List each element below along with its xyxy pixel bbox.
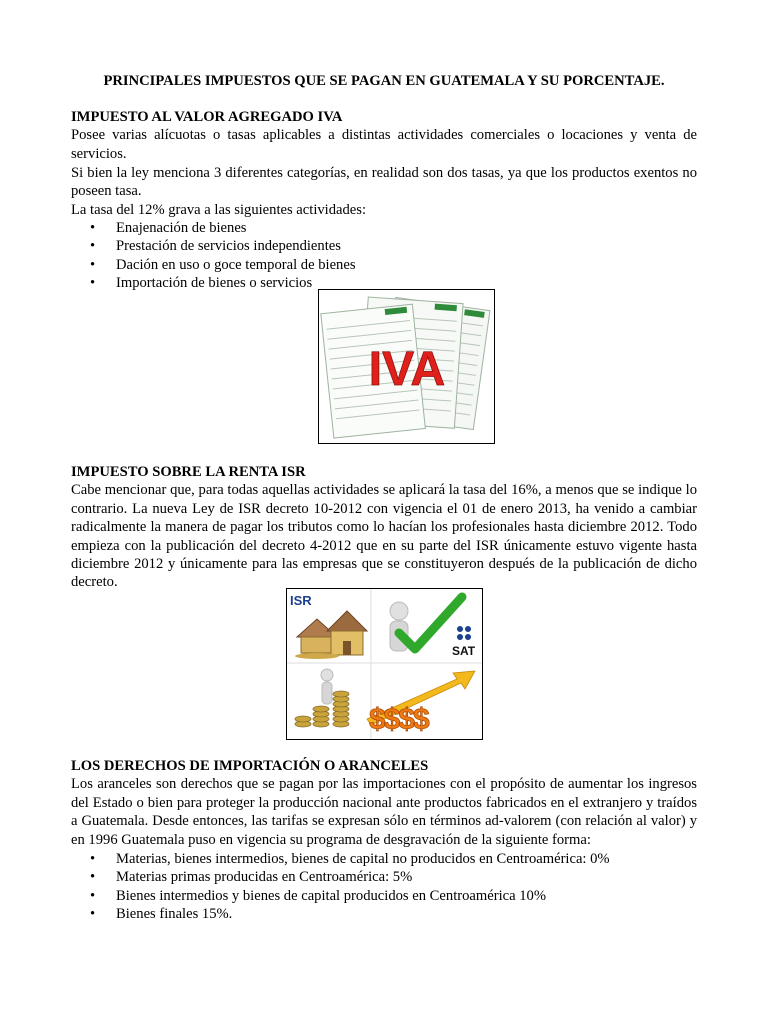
aranceles-heading: LOS DERECHOS DE IMPORTACIÓN O ARANCELES — [71, 758, 429, 774]
list-item: • Materias primas producidas en Centroamérica: 5% — [71, 868, 697, 886]
list-item: • Prestación de servicios independientes — [71, 237, 697, 255]
document-title: PRINCIPALES IMPUESTOS QUE SE PAGAN EN GUATEMALA Y SU PORCENTAJE. — [103, 73, 665, 89]
list-item: • Importación de bienes o servicios — [71, 274, 697, 292]
iva-section — [71, 108, 697, 293]
list-item: • Materias, bienes intermedios, bienes de capital no producidos en Centroamérica: 0% — [71, 850, 697, 868]
iva-image-text: IVA — [368, 343, 446, 396]
isr-collage-image — [286, 588, 483, 740]
list-item: • Bienes intermedios y bienes de capital producidos en Centroamérica 10% — [71, 887, 697, 905]
isr-section — [71, 463, 697, 592]
sat-image-label: SAT — [452, 644, 476, 658]
aranceles-paragraph-1: Los aranceles son derechos que se pagan por las importaciones con el propósito de aumentar los ingresos del Estado o bien para proteger la producción nacional ante productos fabricados en el extranjero y traídos a Guatemala. Desde entonces, las tarifas se expresan sólo en términos ad-valorem (con relación al valor) y en 1996 Guatemala puso en vigencia su programa de desgravación de la siguiente forma: — [71, 776, 697, 848]
isr-heading: IMPUESTO SOBRE LA RENTA ISR — [71, 464, 306, 480]
list-item: • Dación en uso o goce temporal de bienes — [71, 256, 697, 274]
iva-paragraph-2: Si bien la ley menciona 3 diferentes categorías, en realidad son dos tasas, ya que los productos exentos no poseen tasa. — [71, 164, 697, 200]
iva-list — [71, 219, 697, 293]
isr-paragraph-1: Cabe mencionar que, para todas aquellas actividades se aplicará la tasa del 16%, a menos que se indique lo contrario. La nueva Ley de ISR decreto 10-2012 con vigencia el 01 de enero 2013, ha venido a cambiar radicalmente la manera de pagar los tributos como lo hacían los profesionales hasta diciembre 2012. Todo empieza con la publicación del decreto 4-2012 que en su parte del ISR únicamente estuvo vigente hasta diciembre 2012 y únicamente para las empresas que se constituyeron después de la publicación de dicho decreto. — [71, 482, 697, 591]
list-item: • Enajenación de bienes — [71, 219, 697, 237]
iva-heading: IMPUESTO AL VALOR AGREGADO IVA — [71, 109, 343, 125]
iva-paragraph-3: La tasa del 12% grava a las siguientes actividades: — [71, 201, 367, 218]
aranceles-section — [71, 757, 697, 924]
aranceles-list — [71, 850, 697, 924]
list-item: • Bienes finales 15%. — [71, 905, 697, 923]
iva-paragraph-1: Posee varias alícuotas o tasas aplicables a distintas actividades comerciales o locaciones y venta de servicios. — [71, 127, 697, 162]
dollar-signs-icon: $$$$ — [369, 703, 428, 736]
isr-image-label: ISR — [290, 593, 312, 608]
iva-forms-image — [318, 289, 495, 444]
